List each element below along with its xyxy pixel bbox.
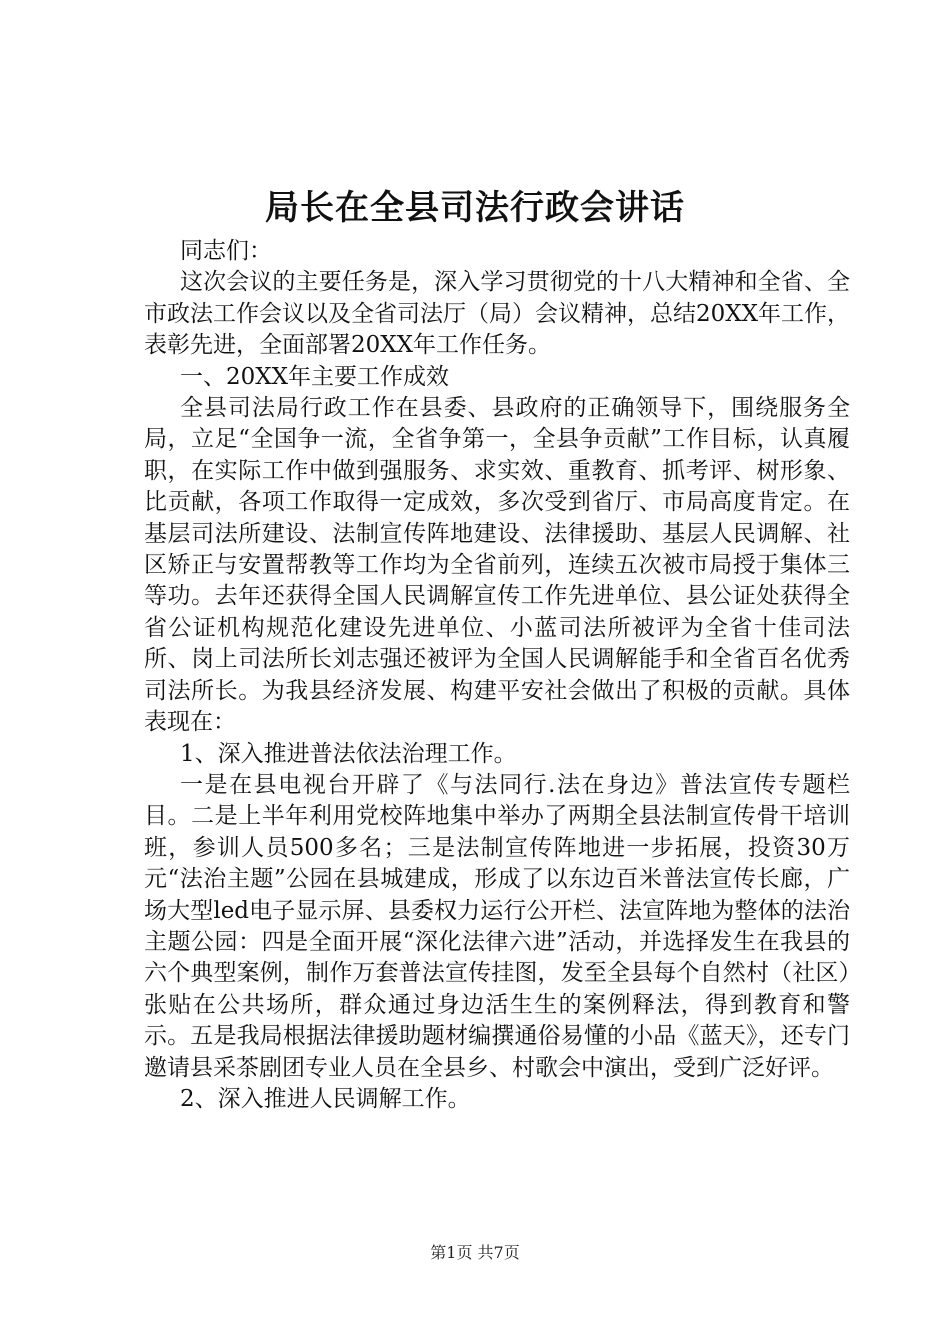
document-title: 局长在全县司法行政会讲话	[265, 188, 685, 228]
subsection-heading-1: 1、深入推进普法依法治理工作。	[180, 740, 517, 767]
section-heading: 一、20XX年主要工作成效	[180, 363, 450, 390]
document-body	[144, 236, 850, 1115]
subsection-heading-2: 2、深入推进人民调解工作。	[180, 1085, 471, 1112]
intro-paragraph: 这次会议的主要任务是，深入学习贯彻党的十八大精神和全省、全市政法工作会议以及全省司法厅（局）会议精神，总结20XX年工作，表彰先进，全面部署20XX年工作任务。	[144, 269, 851, 359]
page-footer: 第1页 共7页	[430, 1243, 520, 1262]
achievements-paragraph: 全县司法局行政工作在县委、县政府的正确领导下，围绕服务全局，立足“全国争一流，全省争第一，全县争贡献”工作目标，认真履职，在实际工作中做到强服务、求实效、重教育、抓考评、树形象、比贡献，各项工作取得一定成效，多次受到省厅、市局高度肯定。在基层司法所建设、法制宣传阵地建设、法律援助、基层人民调解、社区矫正与安置帮教等工作均为全省前列，连续五次被市局授于集体三等功。去年还获得全国人民调解宣传工作先进单位、县公证处获得全省公证机构规范化建设先进单位、小蓝司法所被评为全省十佳司法所、岗上司法所长刘志强还被评为全国人民调解能手和全省百名优秀司法所长。为我县经济发展、构建平安社会做出了积极的贡献。具体表现在：	[144, 395, 850, 736]
law-education-paragraph: 一是在县电视台开辟了《与法同行.法在身边》普法宣传专题栏目。二是上半年利用党校阵地集中举办了两期全县法制宣传骨干培训班，参训人员500多名；三是法制宣传阵地进一步拓展，投资30万元“法治主题”公园在县城建成，形成了以东边百米普法宣传长廊，广场大型led电子显示屏、县委权力运行公开栏、法宣阵地为整体的法治主题公园：四是全面开展“深化法律六进”活动，并选择发生在我县的六个典型案例，制作万套普法宣传挂图，发至全县每个自然村（社区）张贴在公共场所，群众通过身边活生生的案例释法，得到教育和警示。五是我局根据法律援助题材编撰通俗易懂的小品《蓝天》，还专门邀请县采茶剧团专业人员在全县乡、村歌会中演出，受到广泛好评。	[144, 771, 850, 1081]
salutation-paragraph: 同志们：	[180, 238, 272, 264]
